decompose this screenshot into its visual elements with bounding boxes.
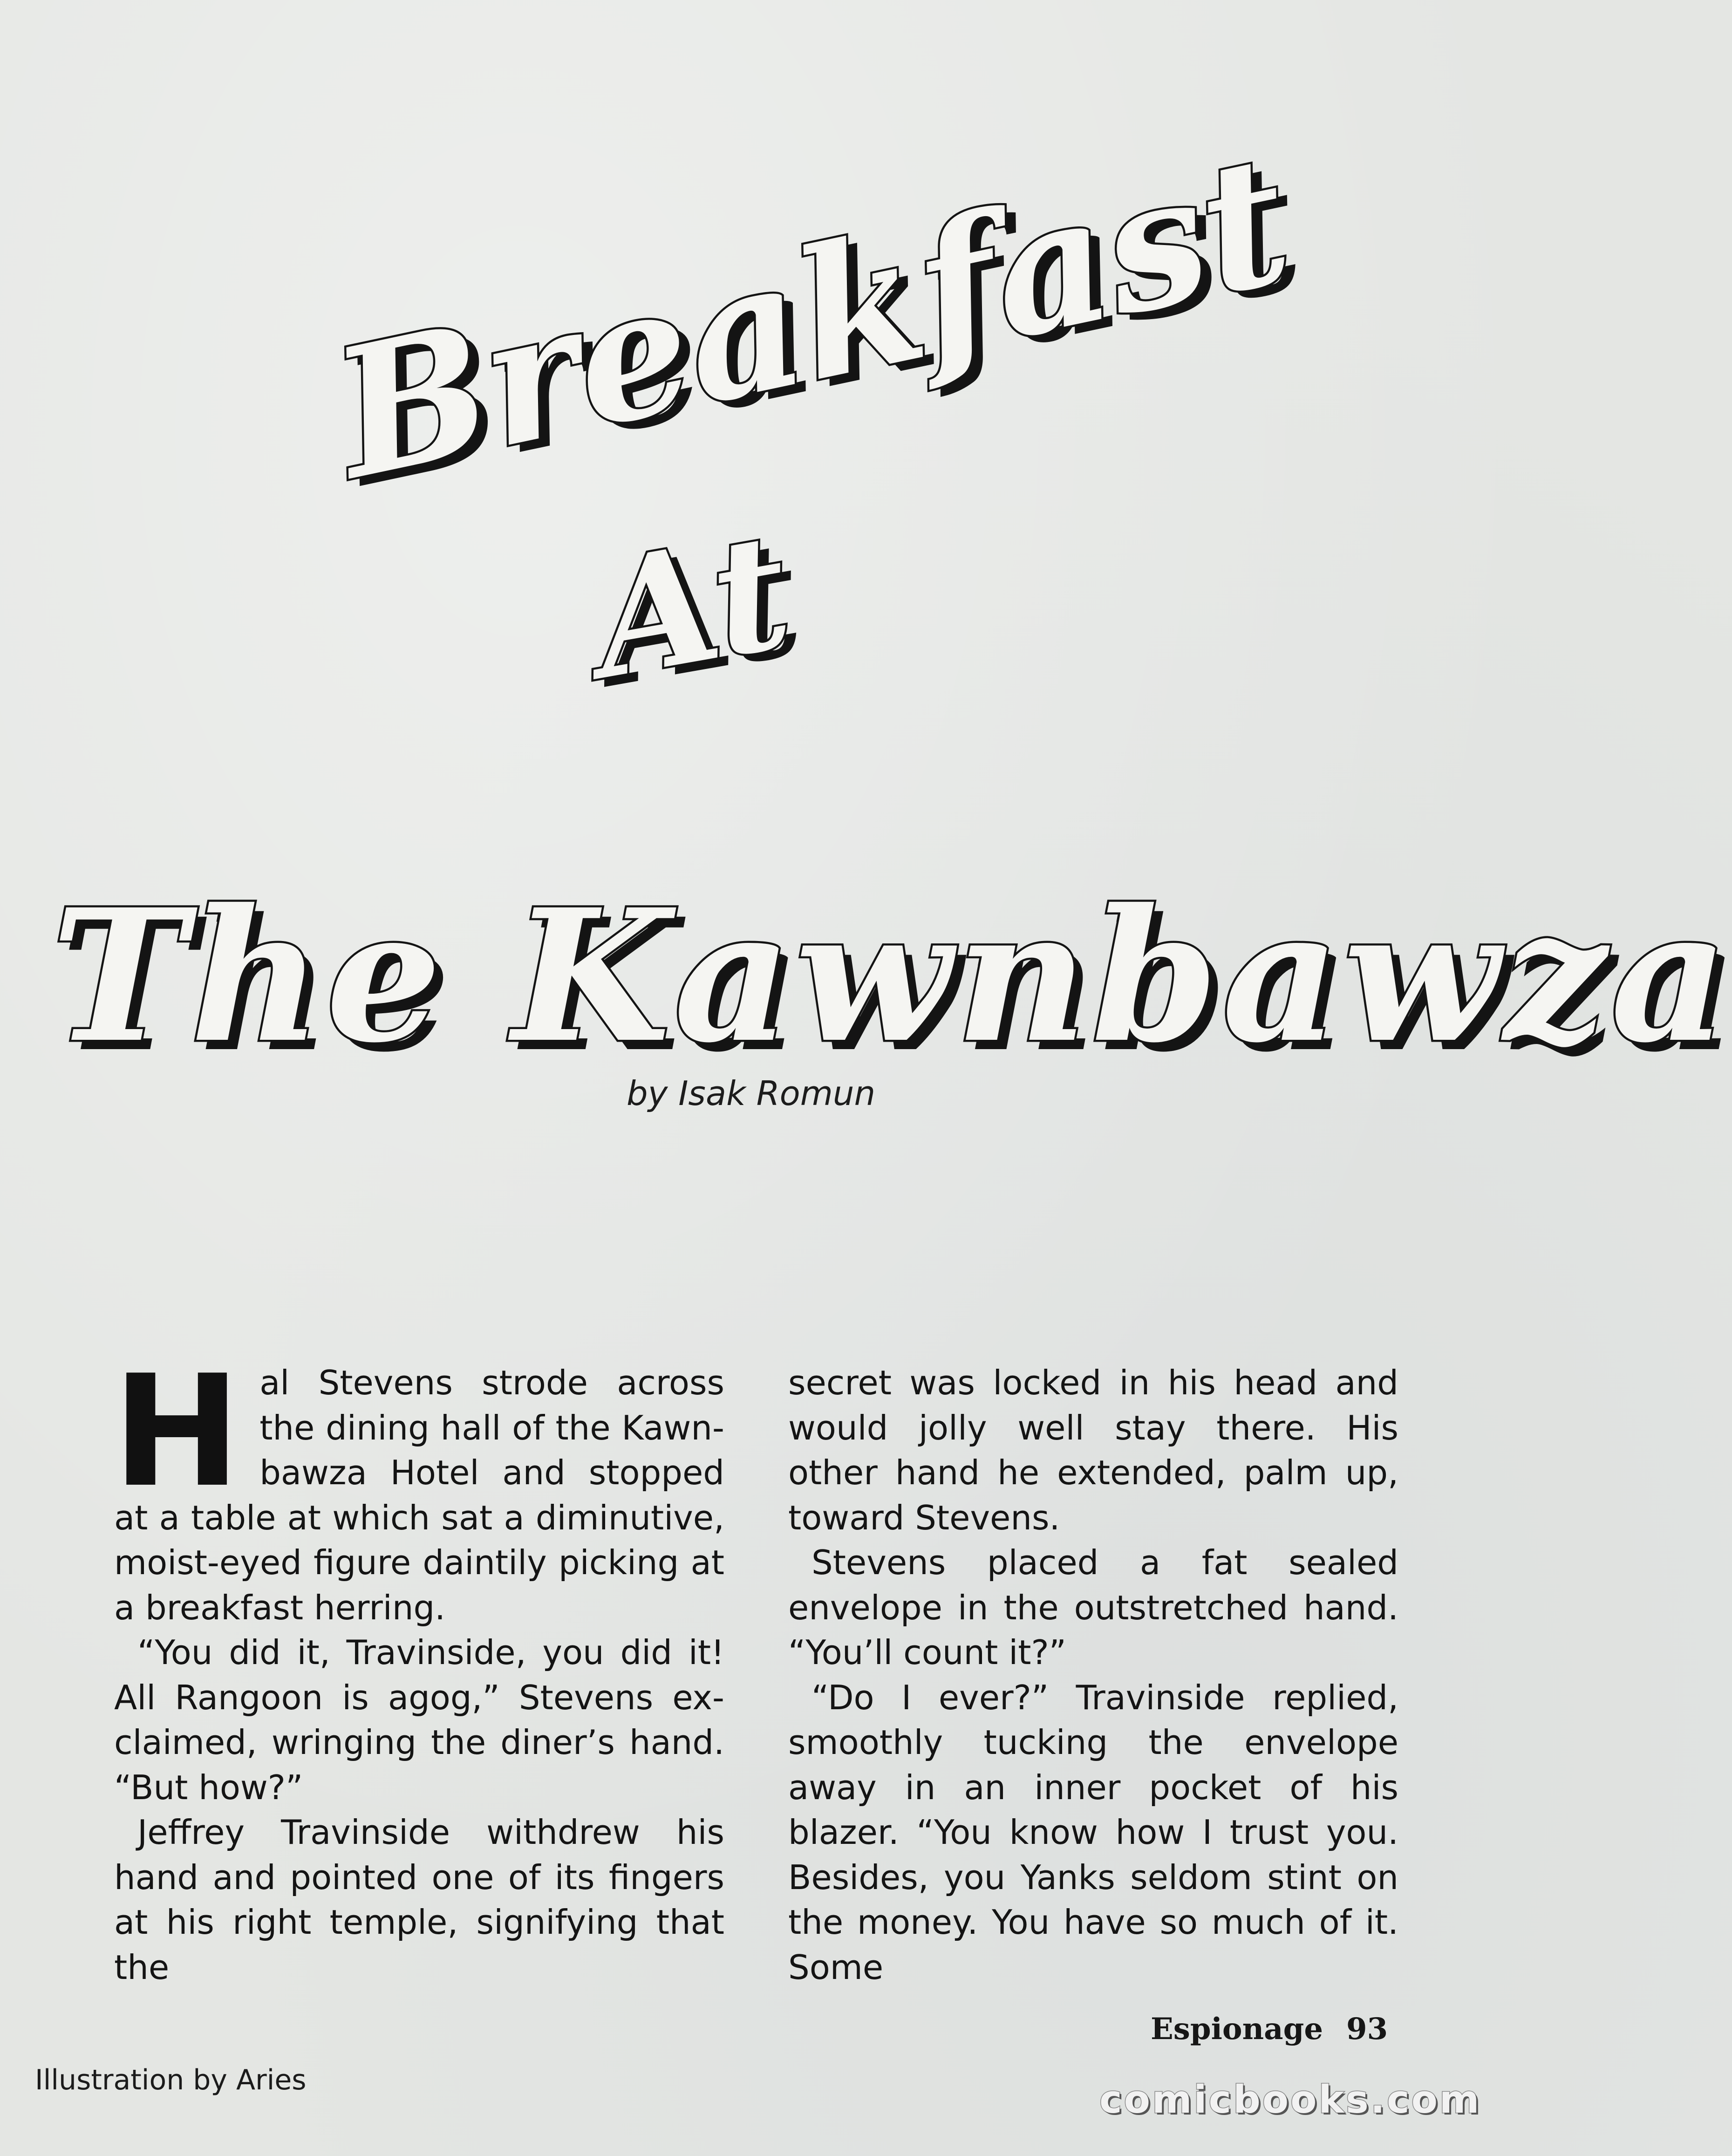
page-number: 93 xyxy=(1346,2012,1388,2047)
article-column-left xyxy=(112,1342,724,1990)
title-line-breakfast: Breakfast xyxy=(318,114,1306,519)
byline: by Isak Romun xyxy=(627,1074,876,1113)
page-footer xyxy=(1151,2012,1388,2047)
article-paragraph-2: “You did it, Travinside, you did it! All Rangoon is agog,” Stevens ex-claimed, wringing the diner’s hand. “But how?” xyxy=(114,1633,724,1807)
title-line-the-kawnbawza: The Kawnbawza xyxy=(51,869,1732,1083)
article-paragraph-1 xyxy=(112,1342,724,1630)
article-paragraph-4: secret was locked in his head and would jolly well stay there. His other hand he extended, palm up, toward Stevens. xyxy=(788,1363,1398,1537)
illustration-credit: Illustration by Aries xyxy=(35,2064,307,2096)
magazine-name: Espionage xyxy=(1151,2012,1323,2047)
article-paragraph-5: Stevens placed a fat sealed envelope in the outstretched hand. “You’ll count it?” xyxy=(788,1543,1398,1672)
watermark: comicbooks.com xyxy=(1099,2078,1481,2122)
title-line-at: At xyxy=(580,498,803,715)
paragraph-1-text: al Stevens strode across the dining hall of the Kawn-bawza Hotel and stopped at a table at which sat a diminutive, moist-eyed figure daintily picking at a breakfast herring. xyxy=(114,1363,724,1627)
article-paragraph-3: Jeffrey Travinside withdrew his hand and pointed one of its fingers at his right temple, signifying that the xyxy=(114,1813,724,1987)
article-paragraph-6: “Do I ever?” Travinside replied, smoothly tucking the envelope away in an inner pocket of his blazer. “You know how I trust you. Besides, you Yanks seldom stint on the money. You have so much of it. Some xyxy=(788,1678,1398,1987)
article-column-right xyxy=(788,1360,1398,1990)
drop-cap: H xyxy=(112,1342,241,1521)
